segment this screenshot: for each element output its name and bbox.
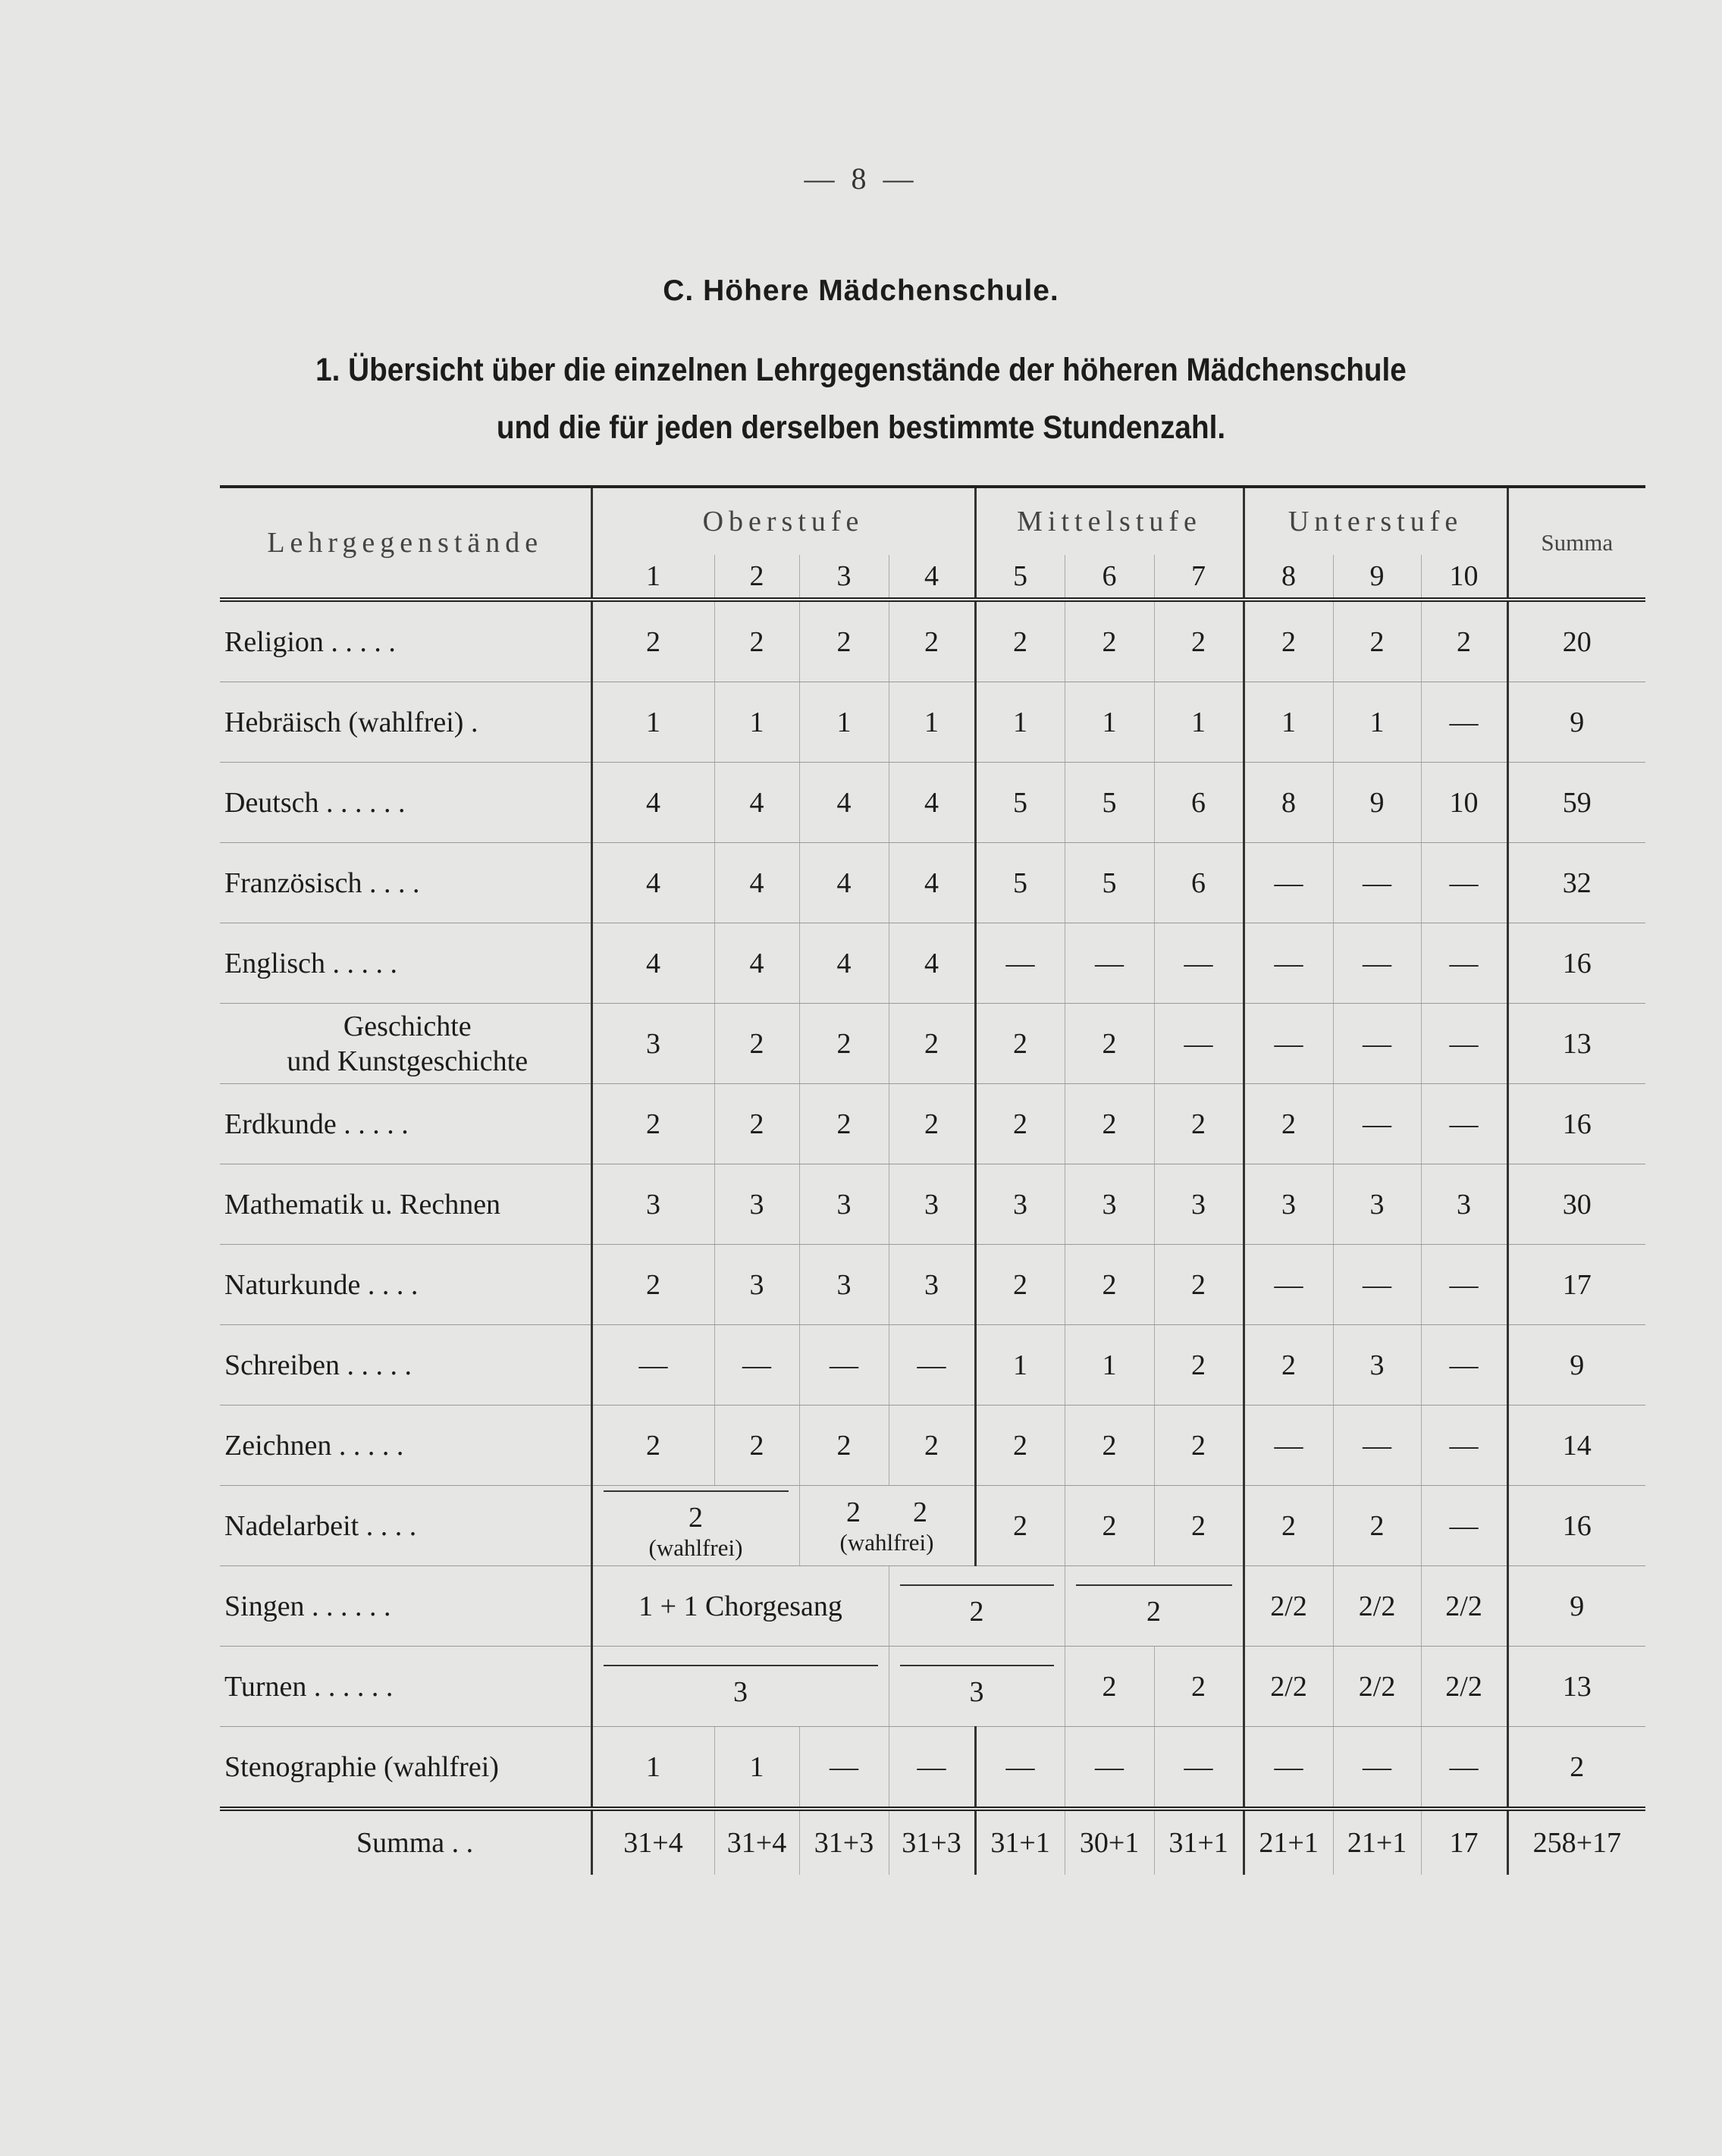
- header-row-groups: [220, 487, 1645, 555]
- value-cell: —: [1244, 1405, 1333, 1486]
- value-cell: 2: [969, 1595, 984, 1628]
- value-cell: 2: [591, 1405, 714, 1486]
- table-row: [220, 1245, 1645, 1325]
- value-cell: 2: [799, 1405, 889, 1486]
- class-header: 3: [799, 555, 889, 600]
- table-row-turnen: [220, 1647, 1645, 1727]
- merged-cell: [889, 1647, 1065, 1727]
- page-heading: [86, 341, 1636, 456]
- value-cell: 1: [1154, 682, 1244, 763]
- merged-cell: [591, 1486, 799, 1566]
- value-cell: 3: [969, 1675, 984, 1708]
- value-cell: 4: [889, 843, 975, 923]
- value-cell: —: [1065, 1727, 1154, 1810]
- value-cell: —: [889, 1325, 975, 1405]
- value-cell: 4: [591, 843, 714, 923]
- value-cell: 3: [889, 1164, 975, 1245]
- table-row-stenographie: [220, 1727, 1645, 1810]
- group-header-mittelstufe: Mittelstufe: [975, 487, 1244, 555]
- value-cell: 6: [1154, 843, 1244, 923]
- value-cell: 2: [889, 1084, 975, 1164]
- value-cell: 2: [975, 1245, 1065, 1325]
- value-cell: 2: [1421, 600, 1507, 682]
- summa-cell: 31+3: [799, 1809, 889, 1875]
- value-cell: 2: [1154, 1245, 1244, 1325]
- sum-cell: 14: [1507, 1405, 1645, 1486]
- value-cell: —: [1244, 1245, 1333, 1325]
- sum-cell: 16: [1507, 1084, 1645, 1164]
- value-cell: —: [799, 1325, 889, 1405]
- sum-cell: 17: [1507, 1245, 1645, 1325]
- sum-cell: 9: [1507, 1566, 1645, 1647]
- class-header: 5: [975, 555, 1065, 600]
- value-cell: 2: [591, 600, 714, 682]
- table-row-singen: [220, 1566, 1645, 1647]
- value-cell: 3: [733, 1675, 748, 1708]
- table-row: [220, 682, 1645, 763]
- value-cell: 2: [1065, 1084, 1154, 1164]
- subject-cell: Hebräisch (wahlfrei) .: [220, 682, 591, 763]
- value-cell: 1: [1244, 682, 1333, 763]
- value-cell: 2: [688, 1501, 703, 1534]
- value-cell: —: [1421, 1004, 1507, 1084]
- value-cell: 2/2: [1244, 1566, 1333, 1647]
- value-cell: 2: [714, 1084, 799, 1164]
- value-cell: —: [1333, 1727, 1421, 1810]
- group-header-oberstufe: Oberstufe: [591, 487, 975, 555]
- value-cell: 2: [1154, 1405, 1244, 1486]
- value-cell: —: [1421, 1084, 1507, 1164]
- value-cell: 2/2: [1421, 1566, 1507, 1647]
- subject-cell: Singen . . . . . .: [220, 1566, 591, 1647]
- value-cell: 3: [714, 1245, 799, 1325]
- sum-cell: 13: [1507, 1647, 1645, 1727]
- summa-cell: 31+4: [591, 1809, 714, 1875]
- value-cell: 4: [799, 923, 889, 1004]
- value-cell: —: [1421, 1245, 1507, 1325]
- value-cell: —: [975, 923, 1065, 1004]
- value-cell: 2: [913, 1496, 928, 1528]
- sum-cell: 2: [1507, 1727, 1645, 1810]
- value-cell: 2/2: [1244, 1647, 1333, 1727]
- note: (wahlfrei): [839, 1528, 934, 1556]
- subject-cell: Erdkunde . . . . .: [220, 1084, 591, 1164]
- value-cell: 2: [889, 600, 975, 682]
- subject-column-header: Lehrgegenstände: [220, 487, 591, 600]
- value-cell: 1: [975, 682, 1065, 763]
- lesson-hours-table: [220, 485, 1645, 1875]
- value-cell: 2: [1065, 1405, 1154, 1486]
- value-cell: 2: [1244, 1325, 1333, 1405]
- value-cell: 2: [975, 600, 1065, 682]
- subject-cell: Nadelarbeit . . . .: [220, 1486, 591, 1566]
- summa-cell: 21+1: [1333, 1809, 1421, 1875]
- sum-cell: 9: [1507, 682, 1645, 763]
- value-cell: —: [1333, 1084, 1421, 1164]
- summa-total: 258+17: [1507, 1809, 1645, 1875]
- value-cell: —: [1421, 1325, 1507, 1405]
- value-cell: 2/2: [1333, 1566, 1421, 1647]
- value-cell: 1: [591, 1727, 714, 1810]
- value-cell: 2: [1333, 600, 1421, 682]
- value-cell: 2: [1065, 1486, 1154, 1566]
- merged-cell: [799, 1486, 975, 1566]
- subject-cell: Naturkunde . . . .: [220, 1245, 591, 1325]
- value-cell: 5: [975, 763, 1065, 843]
- summa-cell: 31+3: [889, 1809, 975, 1875]
- merged-cell: [1065, 1566, 1244, 1647]
- value-cell: 1: [1333, 682, 1421, 763]
- summa-cell: 30+1: [1065, 1809, 1154, 1875]
- value-cell: 2: [1065, 1245, 1154, 1325]
- value-cell: 4: [714, 843, 799, 923]
- table-row-nadelarbeit: [220, 1486, 1645, 1566]
- value-cell: 6: [1154, 763, 1244, 843]
- table-row: [220, 843, 1645, 923]
- subject-cell: Stenographie (wahlfrei): [220, 1727, 591, 1810]
- table-row: [220, 1405, 1645, 1486]
- value-cell: —: [1244, 1004, 1333, 1084]
- subject-cell: Zeichnen . . . . .: [220, 1405, 591, 1486]
- value-cell: 1: [975, 1325, 1065, 1405]
- table-row: [220, 600, 1645, 682]
- value-cell: —: [591, 1325, 714, 1405]
- value-cell: —: [889, 1727, 975, 1810]
- value-cell: —: [799, 1727, 889, 1810]
- class-header: 6: [1065, 555, 1154, 600]
- value-cell: 4: [591, 763, 714, 843]
- value-cell: —: [1421, 682, 1507, 763]
- value-cell: 2: [1065, 1004, 1154, 1084]
- value-cell: —: [1333, 1004, 1421, 1084]
- value-cell: 2: [975, 1084, 1065, 1164]
- value-cell: —: [1421, 1727, 1507, 1810]
- sum-cell: 16: [1507, 1486, 1645, 1566]
- sum-cell: 30: [1507, 1164, 1645, 1245]
- value-cell: 3: [1244, 1164, 1333, 1245]
- value-cell: 2: [1244, 1486, 1333, 1566]
- value-cell: 2: [799, 1084, 889, 1164]
- value-cell: —: [1333, 1405, 1421, 1486]
- value-cell: —: [1421, 1405, 1507, 1486]
- value-cell: 5: [1065, 843, 1154, 923]
- value-cell: —: [1333, 1245, 1421, 1325]
- value-cell: 2: [799, 1004, 889, 1084]
- value-cell: 3: [1333, 1325, 1421, 1405]
- subject-line: und Kunstgeschichte: [287, 1045, 529, 1077]
- value-cell: 2: [1154, 1084, 1244, 1164]
- sum-cell: 16: [1507, 923, 1645, 1004]
- value-cell: 3: [889, 1245, 975, 1325]
- value-cell: 2: [975, 1486, 1065, 1566]
- value-cell: 5: [1065, 763, 1154, 843]
- subject-cell: Französisch . . . .: [220, 843, 591, 923]
- bracket: [1076, 1584, 1232, 1590]
- value-cell: 2: [714, 1405, 799, 1486]
- table-row: [220, 763, 1645, 843]
- value-cell: 3: [1065, 1164, 1154, 1245]
- value-cell: 2: [1154, 1325, 1244, 1405]
- value-cell: 2: [889, 1004, 975, 1084]
- value-cell: 1: [889, 682, 975, 763]
- value-pair: [800, 1496, 974, 1529]
- value-cell: —: [714, 1325, 799, 1405]
- value-cell: 2: [1154, 1486, 1244, 1566]
- value-cell: 2: [1244, 1084, 1333, 1164]
- value-cell: 2: [1065, 600, 1154, 682]
- bracket: [900, 1584, 1054, 1590]
- value-cell: 1: [714, 682, 799, 763]
- class-header: 4: [889, 555, 975, 600]
- value-cell: —: [1421, 1486, 1507, 1566]
- value-cell: 9: [1333, 763, 1421, 843]
- value-cell: 10: [1421, 763, 1507, 843]
- summa-cell: 31+1: [1154, 1809, 1244, 1875]
- value-cell: 3: [714, 1164, 799, 1245]
- class-header: 7: [1154, 555, 1244, 600]
- merged-cell: [591, 1647, 889, 1727]
- value-cell: —: [1244, 923, 1333, 1004]
- heading-line-1: 1. Übersicht über die einzelnen Lehrgegenstände der höheren Mädchenschule: [315, 352, 1407, 388]
- summa-row: [220, 1809, 1645, 1875]
- value-cell: 2: [1154, 1647, 1244, 1727]
- sum-cell: 59: [1507, 763, 1645, 843]
- value-cell: —: [1154, 1004, 1244, 1084]
- regular-subject-rows: [220, 600, 1645, 1486]
- value-cell: —: [1154, 923, 1244, 1004]
- value-cell: 1: [591, 682, 714, 763]
- summa-cell: 31+1: [975, 1809, 1065, 1875]
- value-cell: —: [975, 1727, 1065, 1810]
- subject-cell: Deutsch . . . . . .: [220, 763, 591, 843]
- subject-cell: Mathematik u. Rechnen: [220, 1164, 591, 1245]
- value-cell: 5: [975, 843, 1065, 923]
- value-cell: 3: [591, 1164, 714, 1245]
- value-cell: 3: [591, 1004, 714, 1084]
- value-cell: 8: [1244, 763, 1333, 843]
- subject-cell: Religion . . . . .: [220, 600, 591, 682]
- value-cell: 3: [799, 1245, 889, 1325]
- value-cell: —: [1421, 843, 1507, 923]
- subject-cell: [220, 1004, 591, 1084]
- value-cell: 1: [1065, 682, 1154, 763]
- class-header: 8: [1244, 555, 1333, 600]
- value-cell: 2: [591, 1245, 714, 1325]
- class-header: 10: [1421, 555, 1507, 600]
- value-cell: —: [1421, 923, 1507, 1004]
- value-cell: 2: [1333, 1486, 1421, 1566]
- value-cell: 1: [1065, 1325, 1154, 1405]
- table-row: [220, 923, 1645, 1004]
- table-row: [220, 1325, 1645, 1405]
- summa-cell: 21+1: [1244, 1809, 1333, 1875]
- summa-cell: 31+4: [714, 1809, 799, 1875]
- value-cell: 1: [714, 1727, 799, 1810]
- merged-cell: 1 + 1 Chorgesang: [591, 1566, 889, 1647]
- value-cell: 2: [975, 1004, 1065, 1084]
- value-cell: 4: [714, 923, 799, 1004]
- bracket: [900, 1665, 1054, 1671]
- value-cell: 2: [714, 600, 799, 682]
- section-title: C. Höhere Mädchenschule.: [663, 274, 1059, 307]
- value-cell: 4: [591, 923, 714, 1004]
- value-cell: 2: [799, 600, 889, 682]
- value-cell: 2: [1154, 600, 1244, 682]
- value-cell: 4: [889, 923, 975, 1004]
- bracket: [604, 1665, 878, 1671]
- note: (wahlfrei): [648, 1534, 743, 1561]
- page-number: — 8 —: [804, 161, 918, 196]
- table-row: [220, 1164, 1645, 1245]
- class-header: 1: [591, 555, 714, 600]
- sum-cell: 9: [1507, 1325, 1645, 1405]
- value-cell: —: [1333, 843, 1421, 923]
- value-cell: 4: [799, 763, 889, 843]
- value-cell: 2/2: [1421, 1647, 1507, 1727]
- value-cell: 4: [714, 763, 799, 843]
- value-cell: 2: [1146, 1595, 1162, 1628]
- class-header: 9: [1333, 555, 1421, 600]
- summa-label: Summa . .: [220, 1809, 591, 1875]
- value-cell: 1: [799, 682, 889, 763]
- value-cell: 2: [975, 1405, 1065, 1486]
- subject-cell: Englisch . . . . .: [220, 923, 591, 1004]
- value-cell: 2/2: [1333, 1647, 1421, 1727]
- value-cell: 2: [1065, 1647, 1154, 1727]
- value-cell: 3: [975, 1164, 1065, 1245]
- value-cell: 3: [799, 1164, 889, 1245]
- value-cell: —: [1065, 923, 1154, 1004]
- value-cell: 3: [1421, 1164, 1507, 1245]
- value-cell: —: [1333, 923, 1421, 1004]
- subject-cell: Schreiben . . . . .: [220, 1325, 591, 1405]
- value-cell: 3: [1333, 1164, 1421, 1245]
- value-cell: 4: [799, 843, 889, 923]
- class-header: 2: [714, 555, 799, 600]
- sum-cell: 32: [1507, 843, 1645, 923]
- subject-cell: Turnen . . . . . .: [220, 1647, 591, 1727]
- value-cell: —: [1244, 1727, 1333, 1810]
- bracket: [604, 1490, 789, 1496]
- value-cell: 2: [1244, 600, 1333, 682]
- sum-cell: 20: [1507, 600, 1645, 682]
- group-header-unterstufe: Unterstufe: [1244, 487, 1507, 555]
- sum-cell: 13: [1507, 1004, 1645, 1084]
- table-row: [220, 1004, 1645, 1084]
- value-cell: 3: [1154, 1164, 1244, 1245]
- heading-line-2: und die für jeden derselben bestimmte Stundenzahl.: [496, 409, 1226, 446]
- subject-line: Geschichte: [343, 1010, 472, 1042]
- value-cell: 2: [889, 1405, 975, 1486]
- value-cell: 2: [591, 1084, 714, 1164]
- summa-cell: 17: [1421, 1809, 1507, 1875]
- table-row: [220, 1084, 1645, 1164]
- merged-cell: [889, 1566, 1065, 1647]
- value-cell: 2: [714, 1004, 799, 1084]
- value-cell: 2: [846, 1496, 861, 1528]
- value-cell: —: [1244, 843, 1333, 923]
- value-cell: 4: [889, 763, 975, 843]
- sum-column-header: Summa: [1507, 487, 1645, 600]
- value-cell: —: [1154, 1727, 1244, 1810]
